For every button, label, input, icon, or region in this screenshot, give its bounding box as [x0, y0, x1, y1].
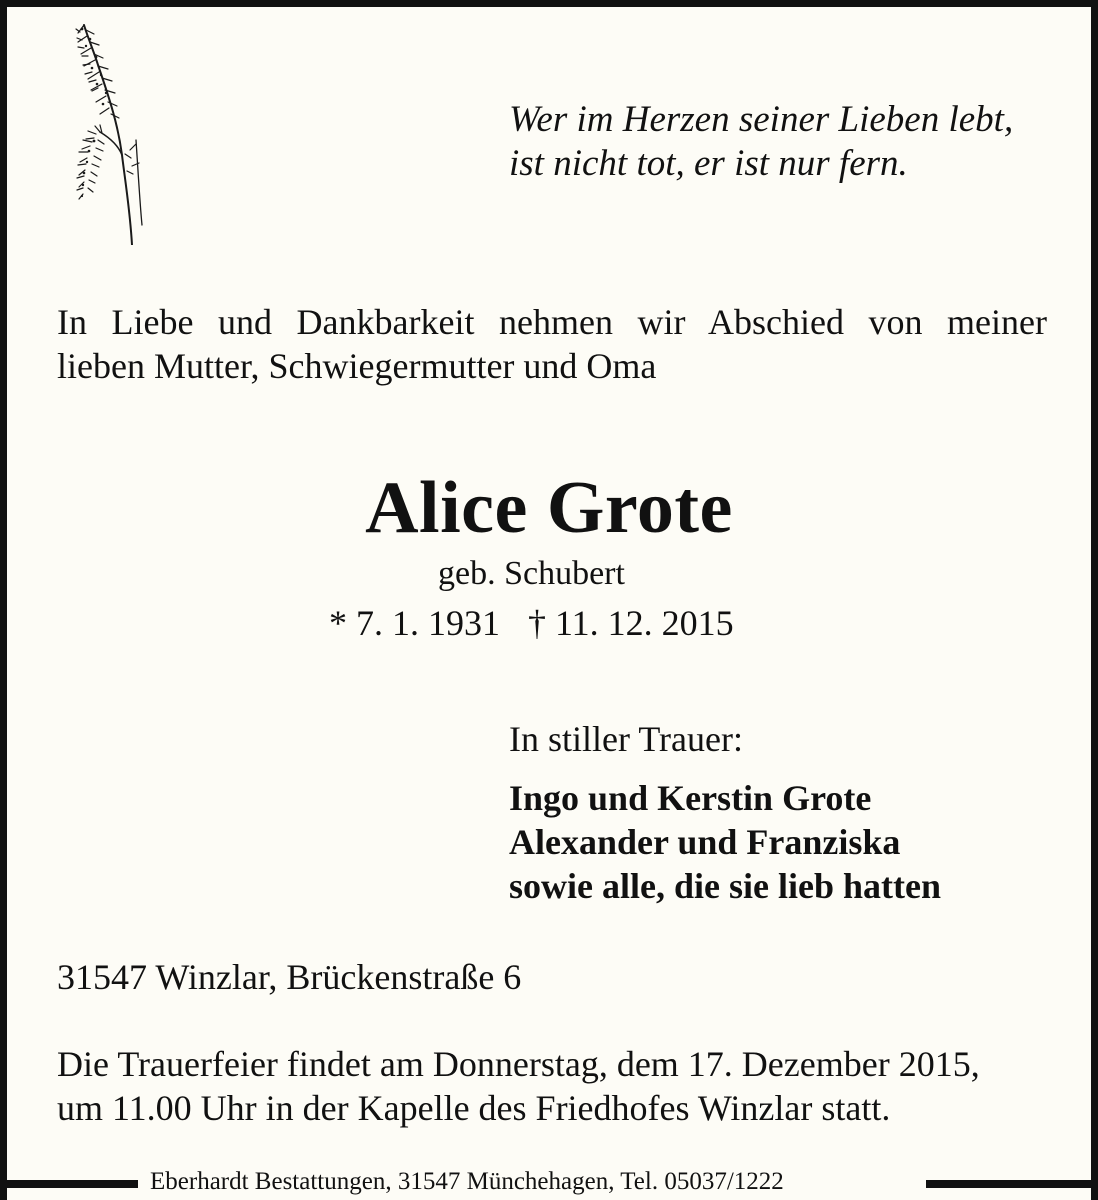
- intro-line-2: lieben Mutter, Schwiegermutter und Oma: [57, 346, 657, 386]
- birth-date: * 7. 1. 1931: [329, 603, 500, 643]
- mourners-list: [509, 776, 941, 908]
- frame-bottom-left-border: [0, 1180, 138, 1188]
- frame-bottom-right-border: [926, 1180, 1098, 1188]
- frame-right-border: [1091, 0, 1098, 1200]
- motto-quote: [509, 98, 1069, 186]
- intro-text: [57, 300, 1047, 388]
- wheat-ears-icon: [70, 20, 170, 245]
- intro-line-1: In Liebe und Dankbarkeit nehmen wir Abschied von meiner: [57, 302, 1047, 342]
- mourner-line-3: sowie alle, die sie lieb hatten: [509, 866, 941, 906]
- funeral-line-2: um 11.00 Uhr in der Kapelle des Friedhofes Winzlar statt.: [57, 1088, 891, 1128]
- maiden-name: geb. Schubert: [438, 555, 625, 592]
- mourning-heading: In stiller Trauer:: [509, 719, 743, 759]
- motto-line-2: ist nicht tot, er ist nur fern.: [509, 143, 908, 184]
- frame-left-border: [0, 0, 7, 1200]
- funeral-details: [57, 1042, 980, 1130]
- family-address: 31547 Winzlar, Brückenstraße 6: [57, 957, 522, 997]
- deceased-name: Alice Grote: [365, 467, 733, 549]
- frame-top-border: [0, 0, 1098, 7]
- motto-line-1: Wer im Herzen seiner Lieben lebt,: [509, 99, 1014, 140]
- funeral-line-1: Die Trauerfeier findet am Donnerstag, dem 17. Dezember 2015,: [57, 1044, 980, 1084]
- undertaker-footer: Eberhardt Bestattungen, 31547 Münchehagen, Tel. 05037/1222: [150, 1168, 784, 1195]
- death-date: † 11. 12. 2015: [528, 603, 734, 643]
- mourner-line-1: Ingo und Kerstin Grote: [509, 778, 872, 818]
- mourner-line-2: Alexander und Franziska: [509, 822, 901, 862]
- life-dates: [329, 602, 734, 644]
